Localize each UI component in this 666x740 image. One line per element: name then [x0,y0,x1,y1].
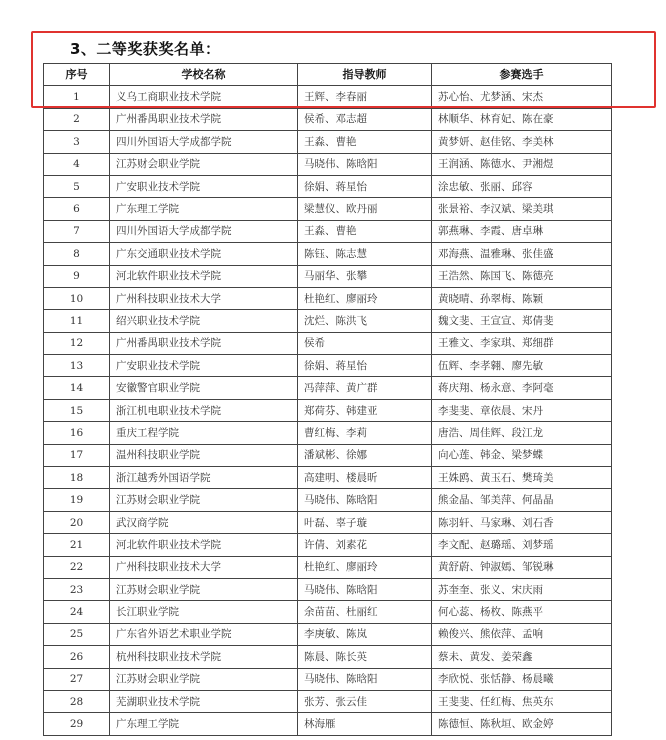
school-cell: 江苏财会职业学院 [110,578,298,600]
table-row [44,287,612,309]
index-cell: 18 [44,467,110,489]
school-cell: 浙江机电职业技术学院 [110,399,298,421]
header-school: 学校名称 [110,64,298,86]
contestants-cell: 王雅文、李家琪、郑细群 [432,332,612,354]
contestants-cell: 蒋庆翔、杨永意、李阿毫 [432,377,612,399]
advisor-cell: 马晓伟、陈晗阳 [298,668,432,690]
table-row [44,310,612,332]
school-cell: 芜湖职业技术学院 [110,690,298,712]
table-row [44,108,612,130]
table-row [44,467,612,489]
contestants-cell: 郭燕琳、李霞、唐卓琳 [432,220,612,242]
school-cell: 四川外国语大学成都学院 [110,220,298,242]
school-cell: 浙江越秀外国语学院 [110,467,298,489]
index-cell: 19 [44,489,110,511]
school-cell: 四川外国语大学成都学院 [110,131,298,153]
advisor-cell: 侯希 [298,332,432,354]
contestants-cell: 陈羽轩、马家琳、刘石香 [432,511,612,533]
table-row [44,444,612,466]
table-row [44,489,612,511]
school-cell: 广安职业技术学院 [110,175,298,197]
advisor-cell: 梁慧仪、欧丹丽 [298,198,432,220]
contestants-cell: 蔡未、黄发、姜荣鑫 [432,646,612,668]
contestants-cell: 涂忠敏、张丽、邱容 [432,175,612,197]
school-cell: 广东省外语艺术职业学院 [110,623,298,645]
contestants-cell: 苏奎奎、张义、宋庆雨 [432,578,612,600]
school-cell: 安徽警官职业学院 [110,377,298,399]
index-cell: 17 [44,444,110,466]
advisor-cell: 王辉、李春丽 [298,86,432,108]
header-advisor: 指导教师 [298,64,432,86]
contestants-cell: 王姝鸥、黄玉石、樊琦美 [432,467,612,489]
index-cell: 6 [44,198,110,220]
contestants-cell: 黄舒蔚、钟淑嫣、邹锐琳 [432,556,612,578]
advisor-cell: 马晓伟、陈晗阳 [298,578,432,600]
index-cell: 16 [44,422,110,444]
table-row [44,713,612,735]
index-cell: 24 [44,601,110,623]
header-contestants: 参赛选手 [432,64,612,86]
advisor-cell: 李庚敏、陈岚 [298,623,432,645]
index-cell: 28 [44,690,110,712]
contestants-cell: 何心蕊、杨枚、陈燕平 [432,601,612,623]
school-cell: 广州科技职业技术大学 [110,287,298,309]
contestants-cell: 邓海燕、温雅琳、张佳盛 [432,243,612,265]
table-row [44,355,612,377]
table-row [44,153,612,175]
index-cell: 27 [44,668,110,690]
school-cell: 江苏财会职业学院 [110,489,298,511]
table-row [44,86,612,108]
index-cell: 21 [44,534,110,556]
table-row [44,601,612,623]
school-cell: 江苏财会职业学院 [110,153,298,175]
index-cell: 23 [44,578,110,600]
advisor-cell: 余苗苗、杜丽红 [298,601,432,623]
index-cell: 8 [44,243,110,265]
advisor-cell: 叶磊、辜子璇 [298,511,432,533]
table-row [44,243,612,265]
school-cell: 杭州科技职业技术学院 [110,646,298,668]
contestants-cell: 王斐斐、任红梅、焦英东 [432,690,612,712]
table-row [44,377,612,399]
contestants-cell: 王浩然、陈国飞、陈德亮 [432,265,612,287]
school-cell: 长江职业学院 [110,601,298,623]
section-title: 3、二等奖获奖名单： [70,40,221,58]
school-cell: 广安职业技术学院 [110,355,298,377]
advisor-cell: 马晓伟、陈晗阳 [298,153,432,175]
contestants-cell: 黄晓晴、孙翠梅、陈颖 [432,287,612,309]
contestants-cell: 赖俊兴、熊依萍、孟响 [432,623,612,645]
school-cell: 河北软件职业技术学院 [110,534,298,556]
index-cell: 15 [44,399,110,421]
table-body [44,86,612,735]
advisor-cell: 张芳、张云佳 [298,690,432,712]
advisor-cell: 潘斌彬、徐娜 [298,444,432,466]
school-cell: 广州番禺职业技术学院 [110,332,298,354]
contestants-cell: 李斐斐、章依晨、宋丹 [432,399,612,421]
table-header-row [44,64,612,86]
table-row [44,399,612,421]
advisor-cell: 王淼、曹艳 [298,131,432,153]
school-cell: 广东理工学院 [110,198,298,220]
advisor-cell: 林海雁 [298,713,432,735]
table-row [44,690,612,712]
index-cell: 11 [44,310,110,332]
index-cell: 1 [44,86,110,108]
index-cell: 26 [44,646,110,668]
school-cell: 重庆工程学院 [110,422,298,444]
school-cell: 江苏财会职业学院 [110,668,298,690]
table-row [44,422,612,444]
contestants-cell: 林顺华、林育妃、陈在豪 [432,108,612,130]
index-cell: 3 [44,131,110,153]
advisor-cell: 高建明、楼晨昕 [298,467,432,489]
school-cell: 广东交通职业技术学院 [110,243,298,265]
school-cell: 义乌工商职业技术学院 [110,86,298,108]
advisor-cell: 马晓伟、陈晗阳 [298,489,432,511]
contestants-cell: 张景裕、李汉斌、梁美琪 [432,198,612,220]
index-cell: 12 [44,332,110,354]
index-cell: 10 [44,287,110,309]
school-cell: 广东理工学院 [110,713,298,735]
contestants-cell: 唐浩、周佳辉、段江龙 [432,422,612,444]
index-cell: 22 [44,556,110,578]
contestants-cell: 陈德恒、陈秋垣、欧金婷 [432,713,612,735]
contestants-cell: 李文配、赵璐瑶、刘梦瑶 [432,534,612,556]
advisor-cell: 陈晨、陈长英 [298,646,432,668]
advisor-cell: 郑荷芬、韩建亚 [298,399,432,421]
table-row [44,556,612,578]
table-row [44,578,612,600]
school-cell: 武汉商学院 [110,511,298,533]
index-cell: 5 [44,175,110,197]
table-row [44,668,612,690]
contestants-cell: 熊金晶、邹美萍、何晶晶 [432,489,612,511]
index-cell: 13 [44,355,110,377]
index-cell: 7 [44,220,110,242]
award-table [43,63,612,736]
table-row [44,175,612,197]
table-row [44,623,612,645]
advisor-cell: 沈烂、陈洪飞 [298,310,432,332]
contestants-cell: 黄梦妍、赵佳铭、李美林 [432,131,612,153]
index-cell: 9 [44,265,110,287]
contestants-cell: 向心莲、韩金、梁梦蝶 [432,444,612,466]
advisor-cell: 杜艳红、廖丽玲 [298,556,432,578]
index-cell: 29 [44,713,110,735]
table-row [44,534,612,556]
index-cell: 20 [44,511,110,533]
advisor-cell: 陈钰、陈志慧 [298,243,432,265]
contestants-cell: 魏文斐、王宣宣、郑倩斐 [432,310,612,332]
advisor-cell: 冯萍萍、黄广群 [298,377,432,399]
advisor-cell: 杜艳红、廖丽玲 [298,287,432,309]
school-cell: 广州科技职业技术大学 [110,556,298,578]
table-row [44,646,612,668]
school-cell: 广州番禺职业技术学院 [110,108,298,130]
index-cell: 2 [44,108,110,130]
advisor-cell: 徐娟、蒋星怡 [298,175,432,197]
table-row [44,511,612,533]
advisor-cell: 徐娟、蒋星怡 [298,355,432,377]
school-cell: 绍兴职业技术学院 [110,310,298,332]
contestants-cell: 苏心怡、尤梦涵、宋杰 [432,86,612,108]
advisor-cell: 侯希、邓志超 [298,108,432,130]
table-row [44,198,612,220]
contestants-cell: 伍辉、李孝翱、廖先敏 [432,355,612,377]
header-index: 序号 [44,64,110,86]
index-cell: 4 [44,153,110,175]
table-row [44,131,612,153]
advisor-cell: 王淼、曹艳 [298,220,432,242]
table-row [44,332,612,354]
contestants-cell: 李欣悦、张恬静、杨晨曦 [432,668,612,690]
index-cell: 25 [44,623,110,645]
advisor-cell: 马丽华、张攀 [298,265,432,287]
school-cell: 河北软件职业技术学院 [110,265,298,287]
contestants-cell: 王润涵、陈德水、尹湘煜 [432,153,612,175]
school-cell: 温州科技职业学院 [110,444,298,466]
index-cell: 14 [44,377,110,399]
advisor-cell: 许倩、刘素花 [298,534,432,556]
table-row [44,220,612,242]
table-row [44,265,612,287]
advisor-cell: 曹红梅、李莉 [298,422,432,444]
